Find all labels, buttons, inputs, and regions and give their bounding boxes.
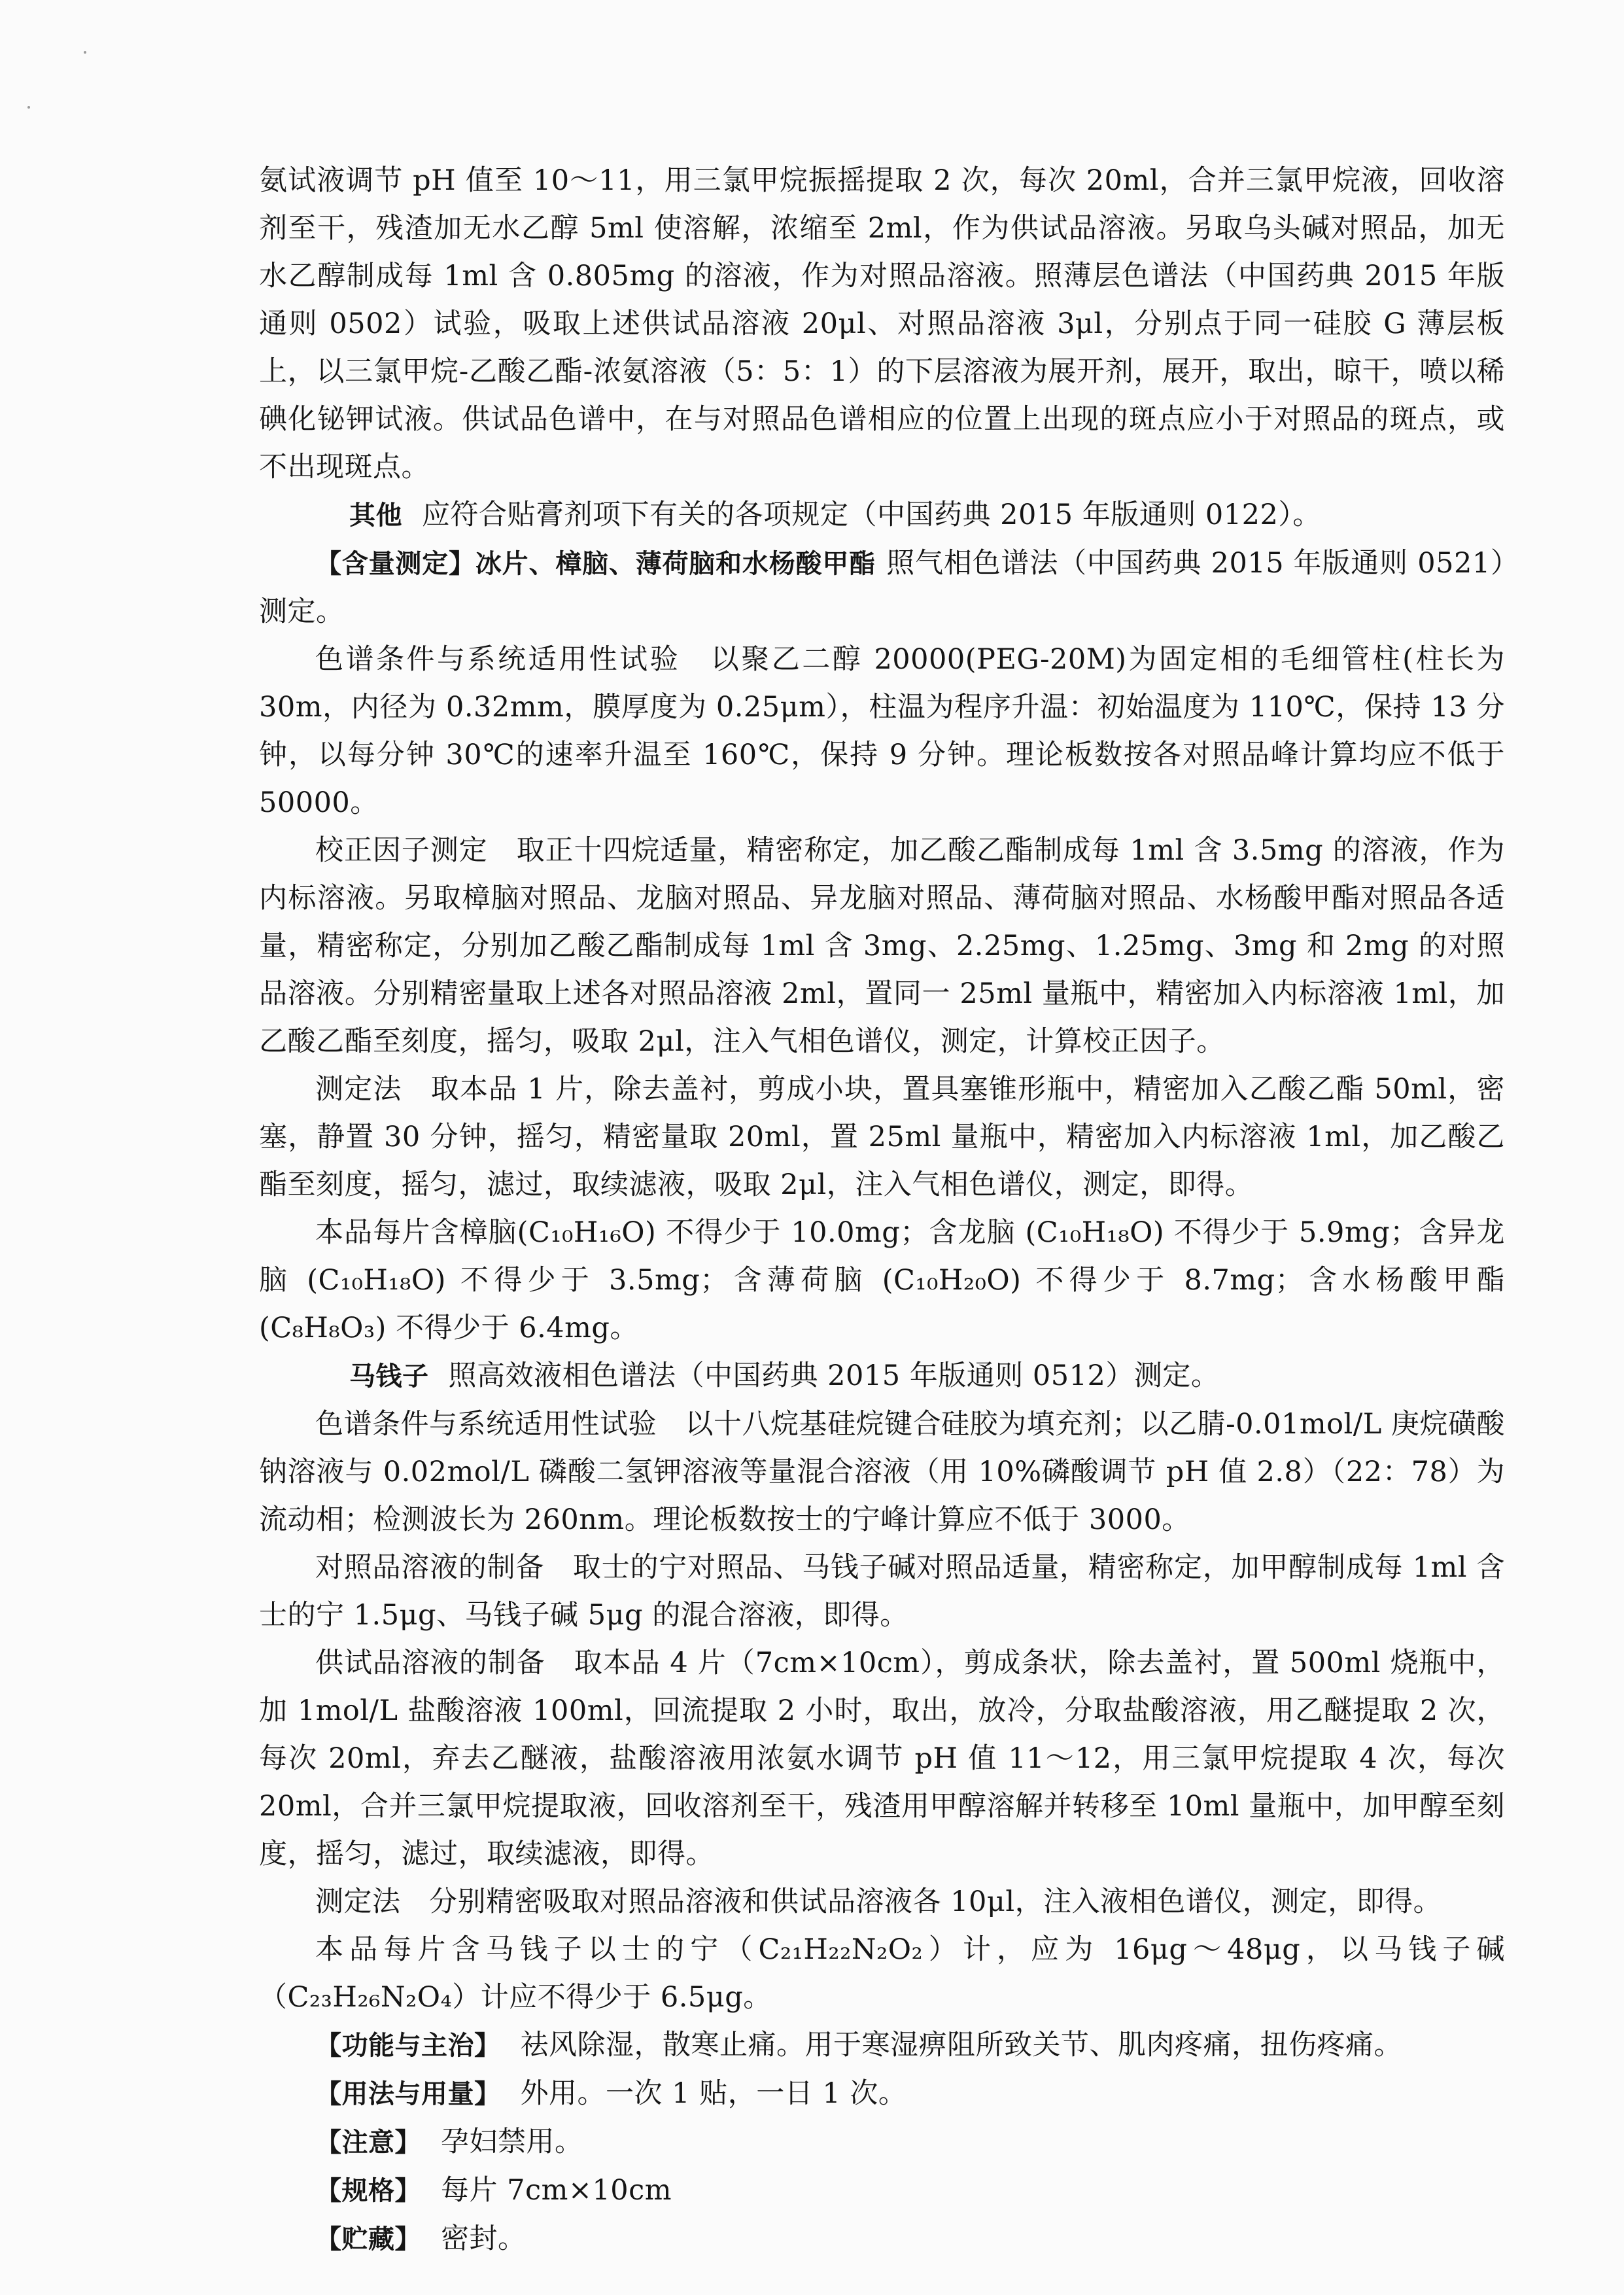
scan-speck — [84, 51, 86, 54]
storage-text: 密封。 — [441, 2222, 527, 2255]
caution-section — [259, 2118, 1505, 2167]
other-text: 应符合贴膏剂项下有关的各项规定（中国药典 2015 年版通则 0122）。 — [422, 499, 1321, 531]
gc-conditions-paragraph: 色谱条件与系统适用性试验 以聚乙二醇 20000(PEG-20M)为固定相的毛细管柱(柱长为 30m，内径为 0.32mm，膜厚度为 0.25μm），柱温为程序升温：初始温度为 110℃，保持 13 分钟，以每分钟 30℃的速率升温至 160℃，保持 9 分钟。理论板数按各对照品峰计算均应不低于 50000。 — [259, 643, 1505, 819]
strychnos-heading: 马钱子 — [349, 1361, 429, 1392]
assay-text: 照气相色谱法（中国药典 2015 年版通则 0521）测定。 — [259, 547, 1505, 628]
document-body — [259, 157, 1534, 2264]
strychnos-section — [259, 1352, 1505, 1401]
other-section — [259, 491, 1505, 540]
lc-limits-paragraph: 本品每片含马钱子以士的宁（C₂₁H₂₂N₂O₂）计，应为 16μg～48μg，以马钱子碱（C₂₃H₂₆N₂O₄）计应不得少于 6.5μg。 — [259, 1933, 1505, 2014]
caution-heading: 【注意】 — [315, 2128, 421, 2158]
assay-heading: 【含量测定】冰片、樟脑、薄荷脑和水杨酸甲酯 — [315, 549, 876, 579]
gc-method-paragraph: 测定法 取本品 1 片，除去盖衬，剪成小块，置具塞锥形瓶中，精密加入乙酸乙酯 50ml，密塞，静置 30 分钟，摇匀，精密量取 20ml，置 25ml 量瓶中，精密加入内标溶液 1ml，加乙酸乙酯至刻度，摇匀，滤过，取续滤液，吸取 2μl，注入气相色谱仪，测定，即得。 — [259, 1073, 1505, 1201]
lc-method-paragraph: 测定法 分别精密吸取对照品溶液和供试品溶液各 10μl，注入液相色谱仪，测定，即得。 — [315, 1885, 1442, 1918]
caution-text: 孕妇禁用。 — [441, 2126, 583, 2158]
storage-heading: 【贮藏】 — [315, 2224, 421, 2254]
usage-heading: 【用法与用量】 — [315, 2079, 501, 2109]
strychnos-text: 照高效液相色谱法（中国药典 2015 年版通则 0512）测定。 — [448, 1359, 1220, 1392]
other-heading: 其他 — [349, 500, 402, 531]
lc-sample-solution-paragraph: 供试品溶液的制备 取本品 4 片（7cm×10cm），剪成条状，除去盖衬，置 500ml 烧瓶中，加 1mol/L 盐酸溶液 100ml，回流提取 2 小时，取出，放冷，分取盐酸溶液，用乙醚提取 2 次，每次 20ml，弃去乙醚液，盐酸溶液用浓氨水调节 pH 值 11～12，用三氯甲烷提取 4 次，每次 20ml，合并三氯甲烷提取液，回收溶剂至干，残渣用甲醇溶解并转移至 10ml 量瓶中，加甲醇至刻度，摇匀，滤过，取续滤液，即得。 — [259, 1647, 1505, 1870]
lc-reference-solution-paragraph: 对照品溶液的制备 取士的宁对照品、马钱子碱对照品适量，精密称定，加甲醇制成每 1ml 含士的宁 1.5μg、马钱子碱 5μg 的混合溶液，即得。 — [259, 1551, 1505, 1632]
function-section — [259, 2022, 1505, 2070]
assay-section — [259, 540, 1505, 636]
function-text: 祛风除湿，散寒止痛。用于寒湿痹阻所致关节、肌肉疼痛，扭伤疼痛。 — [520, 2029, 1402, 2061]
storage-section — [259, 2215, 1505, 2264]
gc-limits-paragraph: 本品每片含樟脑(C₁₀H₁₆O) 不得少于 10.0mg；含龙脑 (C₁₀H₁₈O) 不得少于 5.9mg；含异龙脑 (C₁₀H₁₈O) 不得少于 3.5mg；含薄荷脑 (C₁₀H₂₀O) 不得少于 8.7mg；含水杨酸甲酯 (C₈H₈O₃) 不得少于 6.4mg。 — [259, 1216, 1534, 1344]
scan-speck — [27, 106, 30, 109]
specification-text: 每片 7cm×10cm — [441, 2174, 672, 2207]
function-heading: 【功能与主治】 — [315, 2031, 501, 2061]
specification-heading: 【规格】 — [315, 2176, 421, 2206]
usage-text: 外用。一次 1 贴，一日 1 次。 — [520, 2077, 907, 2110]
lc-conditions-paragraph: 色谱条件与系统适用性试验 以十八烷基硅烷键合硅胶为填充剂；以乙腈-0.01mol/L 庚烷磺酸钠溶液与 0.02mol/L 磷酸二氢钾溶液等量混合溶液（用 10%磷酸调节 pH 值 2.8）（22：78）为流动相；检测波长为 260nm。理论板数按士的宁峰计算应不低于 3000。 — [259, 1408, 1505, 1536]
identification-paragraph: 氨试液调节 pH 值至 10～11，用三氯甲烷振摇提取 2 次，每次 20ml，合并三氯甲烷液，回收溶剂至干，残渣加无水乙醇 5ml 使溶解，浓缩至 2ml，作为供试品溶液。另取乌头碱对照品，加无水乙醇制成每 1ml 含 0.805mg 的溶液，作为对照品溶液。照薄层色谱法（中国药典 2015 年版通则 0502）试验，吸取上述供试品溶液 20μl、对照品溶液 3μl，分别点于同一硅胶 G 薄层板上，以三氯甲烷-乙酸乙酯-浓氨溶液（5：5：1）的下层溶液为展开剂，展开，取出，晾干，喷以稀碘化铋钾试液。供试品色谱中，在与对照品色谱相应的位置上出现的斑点应小于对照品的斑点，或不出现斑点。 — [259, 164, 1505, 483]
specification-section — [259, 2167, 1505, 2215]
usage-section — [259, 2070, 1505, 2118]
gc-correction-factor-paragraph: 校正因子测定 取正十四烷适量，精密称定，加乙酸乙酯制成每 1ml 含 3.5mg 的溶液，作为内标溶液。另取樟脑对照品、龙脑对照品、异龙脑对照品、薄荷脑对照品、水杨酸甲酯对照品各适量，精密称定，分别加乙酸乙酯制成每 1ml 含 3mg、2.25mg、1.25mg、3mg 和 2mg 的对照品溶液。分别精密量取上述各对照品溶液 2ml，置同一 25ml 量瓶中，精密加入内标溶液 1ml，加乙酸乙酯至刻度，摇匀，吸取 2μl，注入气相色谱仪，测定，计算校正因子。 — [259, 834, 1505, 1058]
